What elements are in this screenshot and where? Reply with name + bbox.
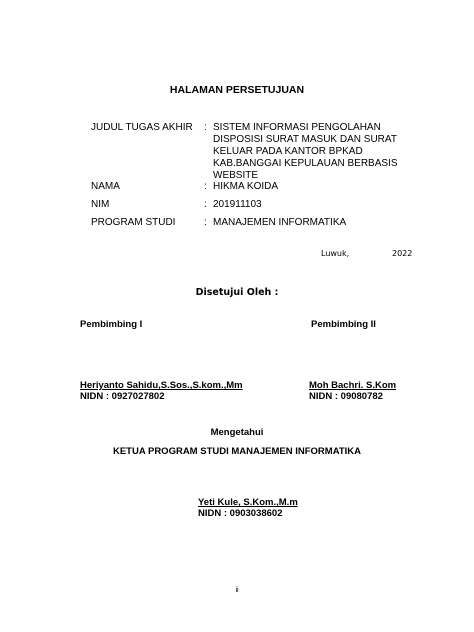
advisor-1-signature-block xyxy=(80,380,243,402)
detail-value-line: KELUAR PADA KANTOR BPKAD xyxy=(213,146,363,157)
advisor-2-signature-block xyxy=(309,380,396,402)
head-nidn: NIDN : 0903038602 xyxy=(198,508,283,519)
detail-row-nim xyxy=(0,199,474,211)
approved-by-heading: Disetujui Oleh : xyxy=(195,287,279,298)
advisor-2-nidn: NIDN : 09080782 xyxy=(309,391,383,402)
detail-value xyxy=(213,217,403,229)
detail-value-line: SISTEM INFORMASI PENGOLAHAN xyxy=(213,122,381,133)
advisor-1-nidn: NIDN : 0927027802 xyxy=(80,391,165,402)
head-name: Yeti Kule, S.Kom.,M.m xyxy=(198,497,298,508)
head-signature-block xyxy=(198,497,298,519)
detail-label: NAMA xyxy=(91,181,120,192)
detail-value-line: HIKMA KOIDA xyxy=(213,181,279,192)
detail-row-prodi xyxy=(0,217,474,229)
detail-colon: : xyxy=(204,217,207,228)
detail-value-line: KAB.BANGGAI KEPULAUAN BERBASIS xyxy=(213,158,398,169)
detail-label: NIM xyxy=(91,199,110,210)
detail-value-line: 201911103 xyxy=(213,199,262,210)
detail-label: PROGRAM STUDI xyxy=(91,217,176,228)
date-place: Luwuk, xyxy=(321,249,350,258)
advisor-1-name: Heriyanto Sahidu,S.Sos.,S.kom.,Mm xyxy=(80,380,243,391)
detail-colon: : xyxy=(204,199,207,210)
detail-value xyxy=(213,122,403,182)
detail-colon: : xyxy=(204,122,207,133)
date-year: 2022 xyxy=(392,249,413,258)
advisor-1-role: Pembimbing I xyxy=(80,319,143,330)
advisor-2-name: Moh Bachri. S.Kom xyxy=(309,380,397,391)
detail-value-line: WEBSITE xyxy=(213,170,259,181)
advisor-2-role: Pembimbing II xyxy=(311,319,376,330)
acknowledged-heading: Mengetahui xyxy=(210,427,264,438)
detail-colon: : xyxy=(204,181,207,192)
detail-label: JUDUL TUGAS AKHIR xyxy=(91,122,193,133)
detail-value-line: DISPOSISI SURAT MASUK DAN SURAT xyxy=(213,134,397,145)
detail-value xyxy=(213,181,403,193)
detail-row-nama xyxy=(0,181,474,193)
detail-value xyxy=(213,199,403,211)
page-number: ii xyxy=(235,587,239,594)
head-title: KETUA PROGRAM STUDI MANAJEMEN INFORMATIKA xyxy=(112,446,362,457)
detail-value-line: MANAJEMEN INFORMATIKA xyxy=(213,217,347,228)
page-title: HALAMAN PERSETUJUAN xyxy=(169,84,305,96)
detail-row-judul xyxy=(0,122,474,184)
